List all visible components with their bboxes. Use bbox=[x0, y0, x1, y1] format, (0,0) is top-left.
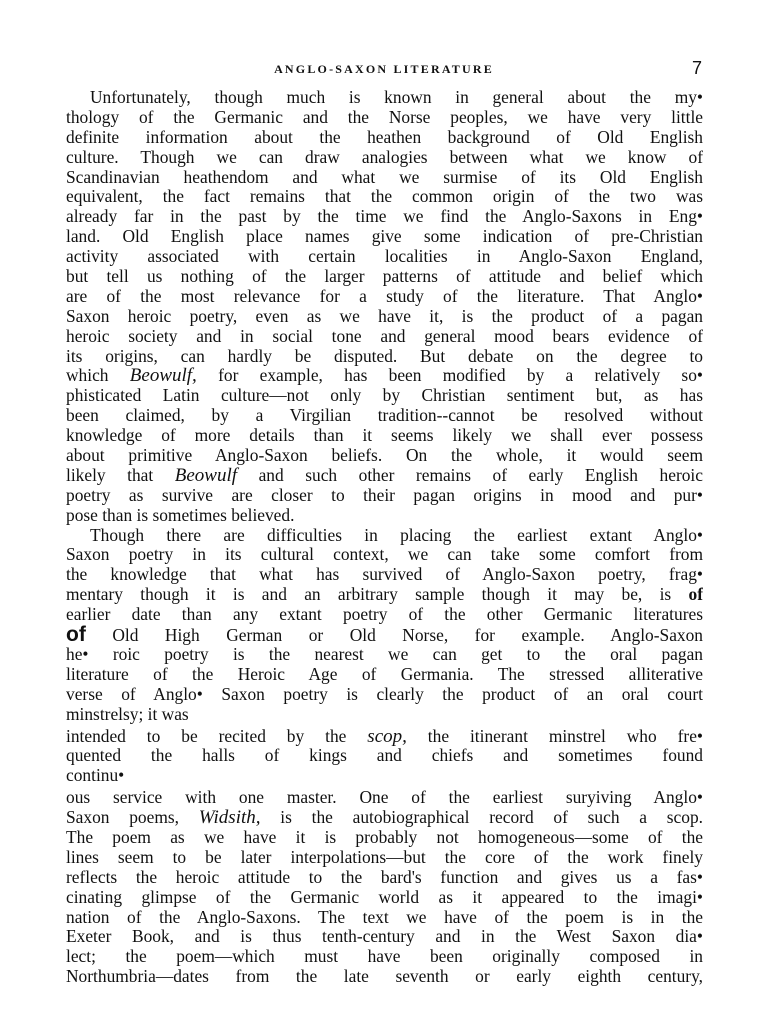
page-number: 7 bbox=[691, 58, 702, 78]
text-line: lect; the poem—which must have been originally composed in bbox=[66, 947, 703, 967]
bold-word: of bbox=[66, 625, 86, 645]
text-line: culture. Though we can draw analogies between what we know of bbox=[66, 147, 703, 167]
text-segment: mentary though it is and an arbitrary sample though it may be, is bbox=[66, 585, 689, 605]
text-line: about primitive Anglo-Saxon beliefs. On the whole, it would seem bbox=[66, 446, 703, 466]
text-line: verse of Anglo• Saxon poetry is clearly the product of an oral court bbox=[66, 684, 703, 704]
text-line: its origins, can hardly be disputed. But debate on the degree to bbox=[66, 346, 703, 366]
text-line: the knowledge that what has survived of Anglo-Saxon poetry, frag• bbox=[66, 565, 703, 585]
italic-title: Beowulf bbox=[174, 465, 238, 486]
text-line: ous service with one master. One of the earliest suryiving Anglo• bbox=[66, 788, 703, 808]
text-line: The poem as we have it is probably not homogeneous—some of the bbox=[66, 827, 703, 847]
text-segment: intended to be recited by the bbox=[66, 726, 368, 746]
text-line: Exeter Book, and is thus tenth-century and in the West Saxon dia• bbox=[66, 927, 703, 947]
text-line: nation of the Anglo-Saxons. The text we have of the poem is in the bbox=[66, 907, 703, 927]
italic-title: Widsith, bbox=[198, 808, 261, 828]
page-header bbox=[0, 58, 768, 80]
text-line: land. Old English place names give some indication of pre-Christian bbox=[66, 227, 703, 247]
text-line bbox=[66, 625, 703, 645]
text-line bbox=[66, 366, 703, 386]
text-segment: is the autobiographical record of such a scop. bbox=[260, 808, 703, 828]
text-line: phisticated Latin culture—not only by Christian sentiment but, as has bbox=[66, 386, 703, 406]
text-line: Saxon heroic poetry, even as we have it, is the product of a pagan bbox=[66, 306, 703, 326]
text-line: literature of the Heroic Age of Germania. The stressed alliterative bbox=[66, 664, 703, 684]
text-segment: and such other remains of early English heroic bbox=[237, 465, 703, 485]
text-line bbox=[66, 808, 703, 828]
text-line: reflects the heroic attitude to the bard's function and gives us a fas• bbox=[66, 867, 703, 887]
body-text bbox=[66, 88, 703, 987]
text-segment: for example, has been modified by a relatively so• bbox=[196, 366, 703, 386]
text-line: quented the halls of kings and chiefs and sometimes found bbox=[66, 746, 703, 766]
text-line: continu• bbox=[66, 766, 125, 786]
text-line: activity associated with certain localities in Anglo-Saxon England, bbox=[66, 247, 703, 267]
text-line: minstrelsy; it was bbox=[66, 704, 189, 724]
text-segment: which bbox=[66, 366, 130, 386]
text-line: Northumbria—dates from the late seventh or early eighth century, bbox=[66, 967, 703, 987]
text-line bbox=[66, 585, 703, 605]
text-line: Saxon poetry in its cultural context, we can take some comfort from bbox=[66, 545, 703, 565]
text-segment: Saxon poems, bbox=[66, 808, 199, 828]
text-line: cinating glimpse of the Germanic world as it appeared to the imagi• bbox=[66, 887, 703, 907]
text-line: he• roic poetry is the nearest we can get to the oral pagan bbox=[66, 644, 703, 664]
text-line: poetry as survive are closer to their pagan origins in mood and pur• bbox=[66, 485, 703, 505]
text-segment: Old High German or Old Norse, for example. Anglo-Saxon bbox=[85, 625, 703, 645]
text-segment: the itinerant minstrel who fre• bbox=[406, 726, 703, 746]
text-line: been claimed, by a Virgilian tradition--cannot be resolved without bbox=[66, 406, 703, 426]
text-line bbox=[66, 727, 703, 747]
text-line: pose than is sometimes believed. bbox=[66, 505, 295, 525]
italic-title: Beowulf, bbox=[129, 366, 197, 387]
text-line: Though there are difficulties in placing the earliest extant Anglo• bbox=[90, 525, 703, 545]
text-line: are of the most relevance for a study of the literature. That Anglo• bbox=[66, 286, 703, 306]
text-line: heroic society and in social tone and general mood bears evidence of bbox=[66, 326, 703, 346]
text-line: definite information about the heathen background of Old English bbox=[66, 127, 703, 147]
text-line: already far in the past by the time we find the Anglo-Saxons in Eng• bbox=[66, 207, 703, 227]
text-line: knowledge of more details than it seems likely we shall ever possess bbox=[66, 426, 703, 446]
text-line: thology of the Germanic and the Norse peoples, we have very little bbox=[66, 107, 703, 127]
bold-word: of bbox=[688, 585, 703, 605]
running-head: ANGLO-SAXON LITERATURE bbox=[274, 62, 494, 76]
text-line: earlier date than any extant poetry of the other Germanic literatures bbox=[66, 605, 703, 625]
text-line bbox=[66, 466, 703, 486]
text-line: Scandinavian heathendom and what we surmise of its Old English bbox=[66, 167, 703, 187]
text-line: lines seem to be later interpolations—but the core of the work finely bbox=[66, 847, 703, 867]
text-line: but tell us nothing of the larger patterns of attitude and belief which bbox=[66, 267, 703, 287]
text-line: Unfortunately, though much is known in general about the my• bbox=[90, 88, 703, 107]
text-segment: likely that bbox=[66, 465, 175, 485]
italic-term: scop, bbox=[367, 726, 407, 747]
text-line: equivalent, the fact remains that the common origin of the two was bbox=[66, 187, 703, 207]
